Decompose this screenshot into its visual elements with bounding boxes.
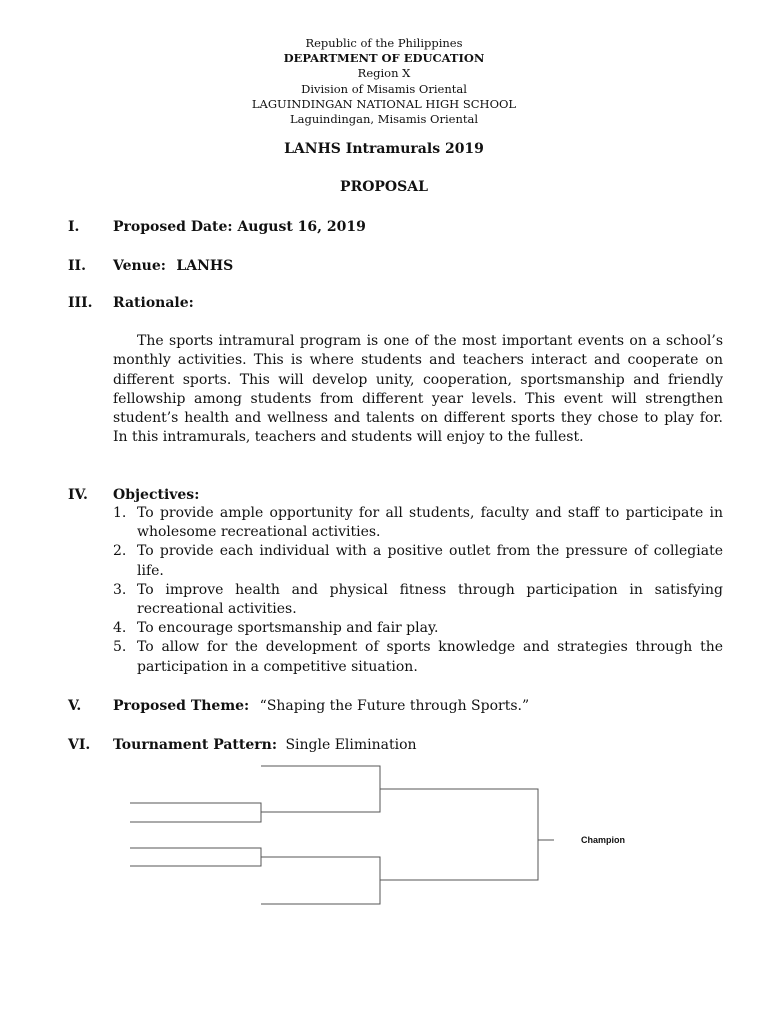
- objective-text: To improve health and physical fitness through participation in satisfying recreational activities.: [137, 581, 723, 618]
- theme-value: “Shaping the Future through Sports.”: [259, 698, 530, 714]
- venue-value: LANHS: [176, 258, 234, 274]
- section-number: VI.: [68, 737, 91, 753]
- list-item: 5. To allow for the development of sports knowledge and strategies through the participation in a competitive situation.: [113, 639, 723, 675]
- section-number: V.: [68, 698, 82, 714]
- section-number: IV.: [68, 487, 88, 503]
- list-item: 4. To encourage sportsmanship and fair play.: [113, 620, 439, 637]
- champion-label: Champion: [581, 835, 625, 845]
- list-item: 1. To provide ample opportunity for all students, faculty and staff to participate in wholesome recreational activities.: [113, 505, 723, 541]
- theme-label: Proposed Theme:: [113, 698, 250, 714]
- section-number: II.: [68, 258, 86, 274]
- section-number: III.: [68, 295, 93, 311]
- proposed-date-label: Proposed Date: August 16, 2019: [113, 219, 366, 235]
- list-item: 3. To improve health and physical fitness through participation in satisfying recreational activities.: [113, 581, 723, 618]
- venue-label: Venue:: [113, 258, 166, 274]
- document-subtitle: PROPOSAL: [340, 179, 428, 195]
- objective-text: To allow for the development of sports knowledge and strategies through the participation in a competitive situation.: [137, 639, 723, 675]
- bracket-line: [261, 766, 380, 812]
- bracket-line: [261, 857, 380, 904]
- bracket-line: [130, 803, 261, 822]
- bracket-line: [380, 789, 538, 880]
- bracket-line: [130, 848, 261, 866]
- rationale-label: Rationale:: [113, 295, 194, 311]
- header-division: Division of Misamis Oriental: [301, 81, 467, 96]
- tournament-label: Tournament Pattern:: [113, 737, 277, 753]
- rationale-text: The sports intramural program is one of the most important events on a school’s monthly activities. This is where students and teachers interact and cooperate on different sports. This will develop unity, cooperation, sportsmanship and friendly fellowship among students from different year levels. This event will strengthen student’s health and wellness and talents on different sports they chose to play for. In this intramurals, teachers and students will enjoy to the fullest.: [113, 333, 723, 446]
- objective-text: To encourage sportsmanship and fair play.: [137, 620, 439, 637]
- header-location: Laguindingan, Misamis Oriental: [289, 112, 479, 127]
- header-department: DEPARTMENT OF EDUCATION: [283, 51, 485, 66]
- header-country: Republic of the Philippines: [305, 36, 463, 50]
- document-title: LANHS Intramurals 2019: [284, 141, 484, 157]
- header-region: Region X: [357, 66, 411, 81]
- objective-text: To provide each individual with a positive outlet from the pressure of collegiate life.: [137, 543, 723, 579]
- section-number: I.: [68, 219, 80, 235]
- header-school: LAGUINDINGAN NATIONAL HIGH SCHOOL: [251, 96, 517, 111]
- tournament-value: Single Elimination: [285, 737, 417, 753]
- objective-text: To provide ample opportunity for all students, faculty and staff to participate in wholesome recreational activities.: [137, 505, 723, 541]
- list-item: 2. To provide each individual with a positive outlet from the pressure of collegiate life.: [113, 543, 723, 579]
- objectives-label: Objectives:: [113, 487, 200, 503]
